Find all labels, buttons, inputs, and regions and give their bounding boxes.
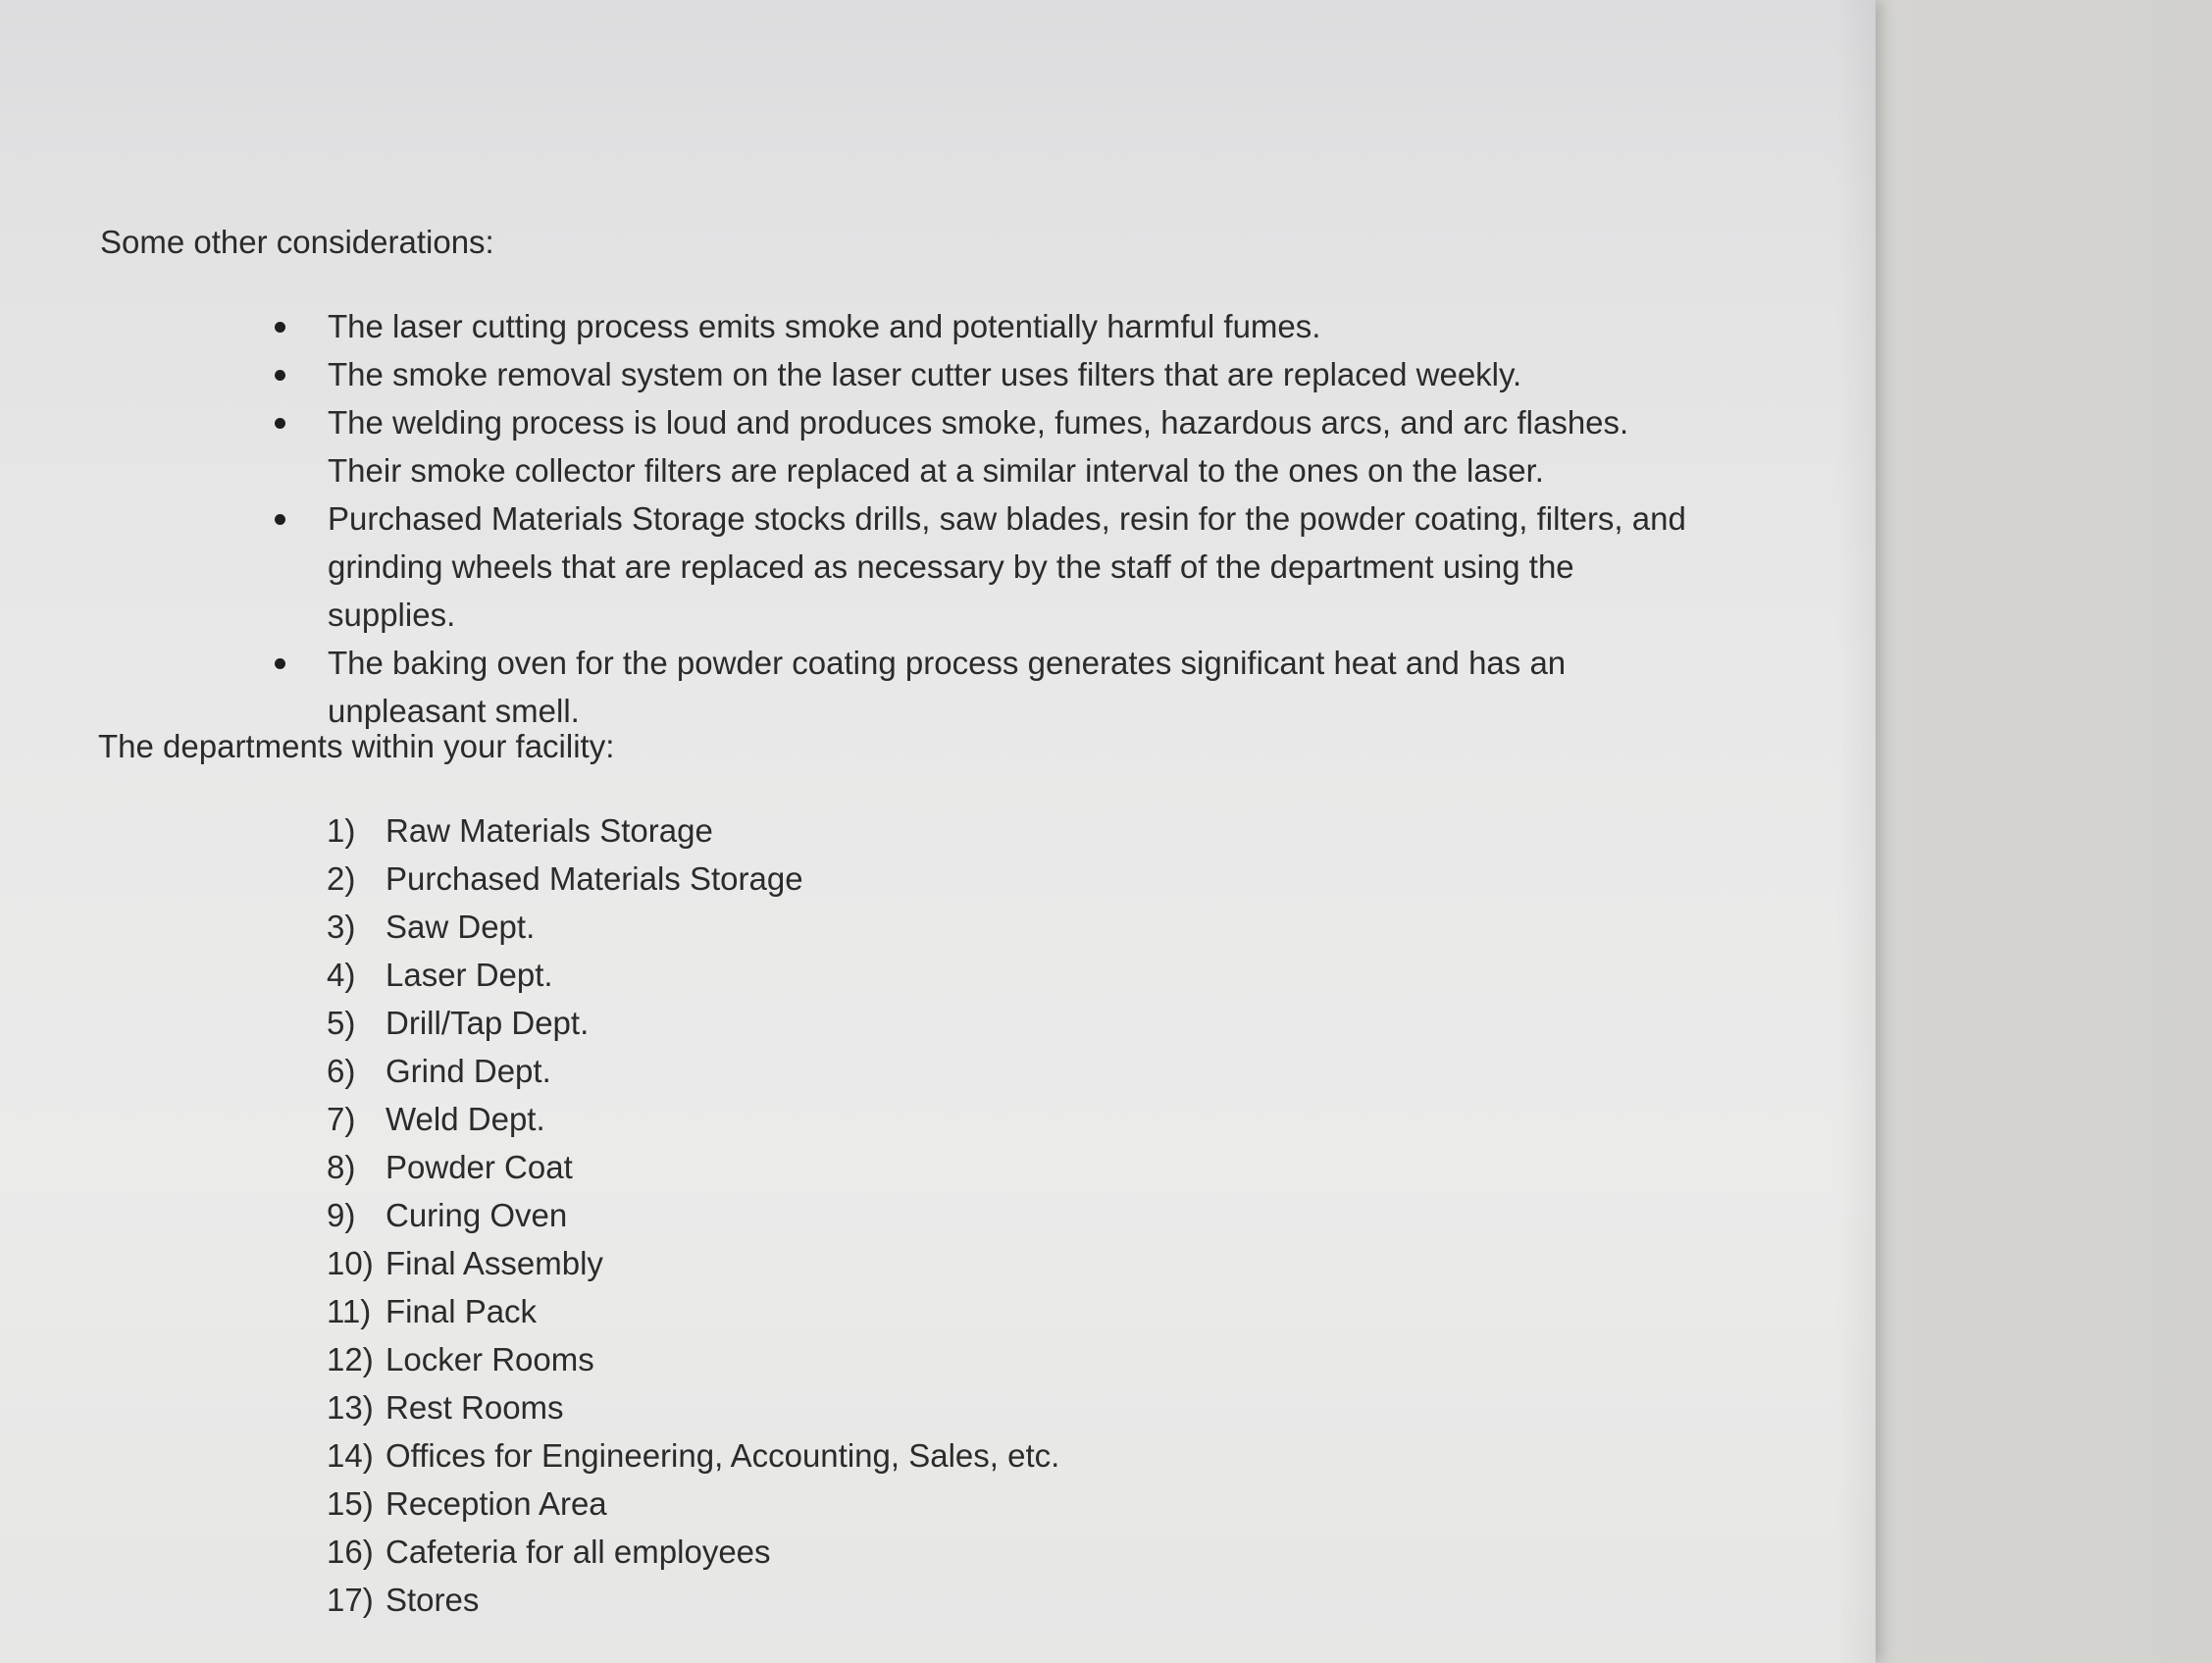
list-item (327, 1335, 1059, 1383)
list-number: 16) (327, 1533, 374, 1570)
list-number: 9) (327, 1197, 356, 1233)
list-item (327, 1528, 1059, 1576)
list-item (327, 855, 1059, 903)
department-label: Final Assembly (386, 1245, 603, 1281)
list-item (327, 1383, 1059, 1431)
department-label: Final Pack (386, 1293, 538, 1329)
department-label: Weld Dept. (386, 1101, 545, 1137)
list-item (327, 1431, 1059, 1480)
list-number: 17) (327, 1582, 374, 1618)
list-number: 4) (327, 957, 356, 993)
department-label: Offices for Engineering, Accounting, Sales, etc. (386, 1437, 1060, 1474)
bullet-icon (275, 514, 285, 525)
list-item (269, 350, 1701, 398)
list-item (269, 494, 1701, 639)
list-item (327, 951, 1059, 999)
department-label: Laser Dept. (386, 957, 553, 993)
department-label: Saw Dept. (386, 909, 536, 945)
list-number: 13) (327, 1389, 374, 1426)
list-number: 2) (327, 860, 356, 897)
list-number: 7) (327, 1101, 356, 1137)
bullet-icon (275, 418, 285, 429)
list-item (269, 302, 1701, 350)
departments-heading: The departments within your facility: (98, 728, 615, 764)
list-item (327, 1239, 1059, 1287)
bullet-text: Purchased Materials Storage stocks drills, saw blades, resin for the powder coating, filters, and grinding wheels that are replaced as necessary by the staff of the department using the supplies. (328, 500, 1686, 633)
bullet-text: The welding process is loud and produces smoke, fumes, hazardous arcs, and arc flashes. Their smoke collector filters are replaced at a similar interval to the ones on the laser. (328, 404, 1629, 489)
department-label: Powder Coat (386, 1149, 573, 1185)
considerations-list (269, 302, 1701, 735)
considerations-heading: Some other considerations: (100, 224, 494, 260)
bullet-icon (275, 370, 285, 381)
department-label: Grind Dept. (386, 1053, 551, 1089)
list-item (327, 806, 1059, 855)
list-item (269, 639, 1701, 735)
list-item (269, 398, 1701, 494)
department-label: Purchased Materials Storage (386, 860, 803, 897)
department-label: Drill/Tap Dept. (386, 1005, 590, 1041)
bullet-icon (275, 322, 285, 333)
department-label: Reception Area (386, 1485, 607, 1522)
department-label: Stores (386, 1582, 480, 1618)
department-label: Cafeteria for all employees (386, 1533, 771, 1570)
departments-list (327, 806, 1059, 1624)
list-item (327, 1480, 1059, 1528)
list-item (327, 903, 1059, 951)
list-item (327, 1191, 1059, 1239)
department-label: Rest Rooms (386, 1389, 564, 1426)
department-label: Curing Oven (386, 1197, 568, 1233)
list-number: 3) (327, 909, 356, 945)
list-number: 14) (327, 1437, 374, 1474)
list-number: 5) (327, 1005, 356, 1041)
bullet-icon (275, 658, 285, 669)
bullet-text: The baking oven for the powder coating process generates significant heat and has an unpleasant smell. (328, 645, 1567, 729)
list-number: 10) (327, 1245, 374, 1281)
list-number: 8) (327, 1149, 356, 1185)
list-item (327, 1047, 1059, 1095)
list-number: 15) (327, 1485, 374, 1522)
list-number: 6) (327, 1053, 356, 1089)
list-item (327, 1576, 1059, 1624)
list-item (327, 1095, 1059, 1143)
list-item (327, 999, 1059, 1047)
list-number: 12) (327, 1341, 374, 1377)
department-label: Locker Rooms (386, 1341, 594, 1377)
bullet-text: The laser cutting process emits smoke and potentially harmful fumes. (328, 308, 1321, 344)
bullet-text: The smoke removal system on the laser cutter uses filters that are replaced weekly. (328, 356, 1522, 392)
list-number: 11) (327, 1293, 372, 1329)
list-item (327, 1143, 1059, 1191)
list-item (327, 1287, 1059, 1335)
list-number: 1) (327, 812, 356, 849)
department-label: Raw Materials Storage (386, 812, 713, 849)
